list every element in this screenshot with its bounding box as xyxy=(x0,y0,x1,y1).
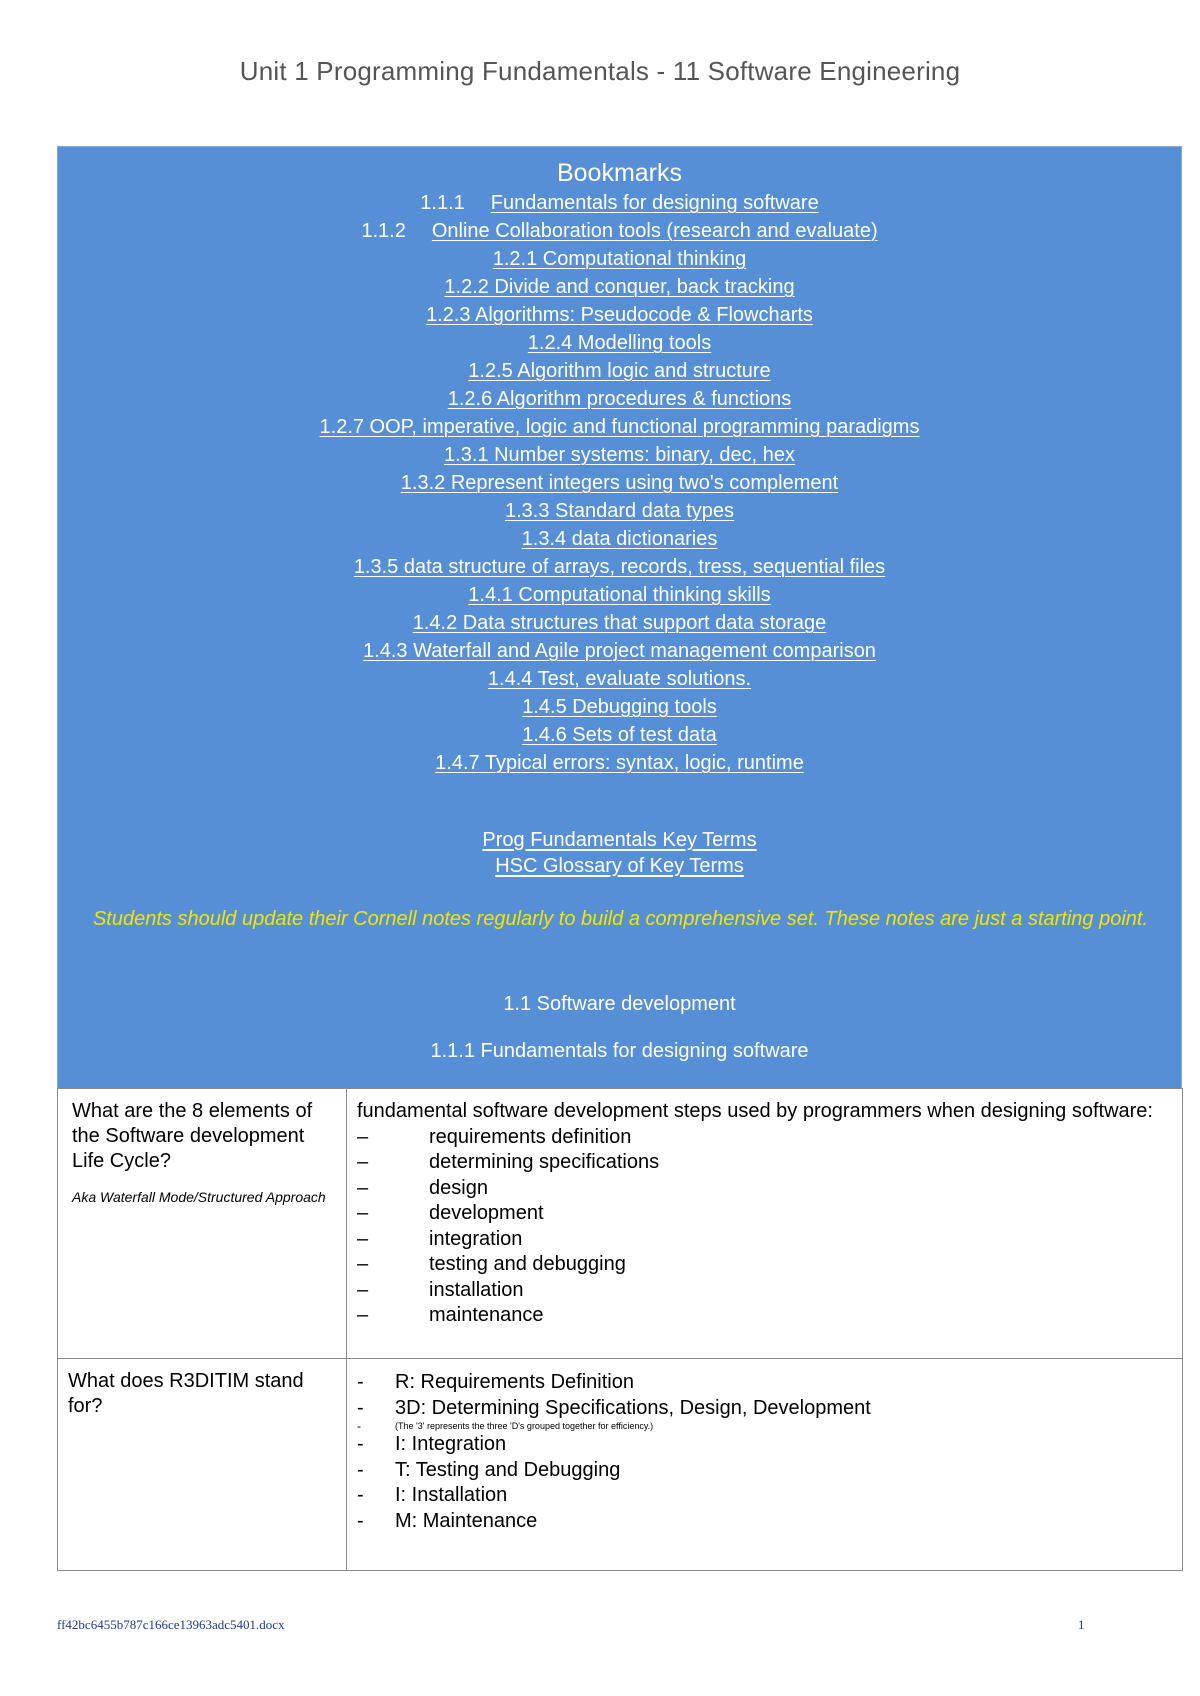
r3ditim-list xyxy=(357,1370,1172,1534)
list-item xyxy=(357,1432,1172,1458)
list-item xyxy=(357,1227,1172,1253)
list-item xyxy=(357,1125,1172,1151)
bookmark-item xyxy=(58,217,1181,245)
dash-bullet: – xyxy=(357,1278,369,1301)
prog-fundamentals-key-terms-link[interactable]: Prog Fundamentals Key Terms xyxy=(482,829,757,851)
step-text: requirements definition xyxy=(429,1125,632,1148)
small-note: (The '3' represents the three 'D's grouped together for efficiency.) xyxy=(395,1421,654,1431)
question-text: What does R3DITIM stand for? xyxy=(68,1370,304,1417)
acronym-text: I: Installation xyxy=(395,1484,508,1506)
dash-bullet: - xyxy=(357,1396,364,1419)
bookmark-number: 1.1.2 xyxy=(361,220,406,242)
bookmark-item xyxy=(58,693,1181,721)
dash-bullet: – xyxy=(357,1125,369,1148)
bookmark-number: 1.1.1 xyxy=(420,192,465,214)
list-item xyxy=(357,1370,1172,1396)
bookmark-link[interactable]: Online Collaboration tools (research and evaluate) xyxy=(431,220,878,242)
acronym-text: R: Requirements Definition xyxy=(395,1371,634,1393)
bookmark-link[interactable]: 1.2.1 Computational thinking xyxy=(492,248,747,270)
bookmarks-list xyxy=(58,189,1181,777)
cornell-notes-table xyxy=(57,1088,1183,1571)
step-text: design xyxy=(429,1176,488,1199)
bookmark-item xyxy=(58,413,1181,441)
bookmark-link[interactable]: 1.3.2 Represent integers using two's complement xyxy=(400,472,839,494)
bookmark-link[interactable]: 1.4.5 Debugging tools xyxy=(522,696,717,718)
step-text: development xyxy=(429,1202,544,1224)
small-note-row xyxy=(357,1421,1172,1432)
acronym-text: M: Maintenance xyxy=(395,1509,538,1532)
dash-bullet: - xyxy=(357,1458,364,1481)
bookmarks-panel xyxy=(57,146,1182,1089)
glossary-row xyxy=(58,855,1181,878)
acronym-text: T: Testing and Debugging xyxy=(395,1458,621,1481)
answer-cell xyxy=(347,1089,1183,1359)
list-item xyxy=(357,1509,1172,1535)
key-terms-row xyxy=(58,829,1181,852)
bookmark-link[interactable]: 1.4.6 Sets of test data xyxy=(522,724,717,746)
table-row xyxy=(58,1359,1183,1571)
question-cell xyxy=(58,1089,347,1359)
bookmark-link[interactable]: 1.4.7 Typical errors: syntax, logic, runtime xyxy=(435,752,804,774)
bookmark-link[interactable]: 1.4.1 Computational thinking skills xyxy=(468,584,771,606)
footer-filename: ff42bc6455b787c166ce13963adc5401.docx xyxy=(57,1617,285,1632)
question-cell xyxy=(58,1359,347,1571)
acronym-text: I: Integration xyxy=(395,1433,507,1455)
bookmark-item xyxy=(58,581,1181,609)
bookmark-link[interactable]: 1.2.3 Algorithms: Pseudocode & Flowcharts xyxy=(426,304,813,326)
bookmark-item xyxy=(58,301,1181,329)
aka-note: Aka Waterfall Mode/Structured Approach xyxy=(72,1189,326,1205)
bookmark-link[interactable]: 1.4.3 Waterfall and Agile project management comparison xyxy=(363,640,876,662)
bookmark-link[interactable]: Fundamentals for designing software xyxy=(490,192,819,214)
bookmark-item xyxy=(58,245,1181,273)
page-title: Unit 1 Programming Fundamentals - 11 Software Engineering xyxy=(239,56,961,86)
bookmark-item xyxy=(58,749,1181,777)
cornell-notes-reminder: Students should update their Cornell notes regularly to build a comprehensive set. These notes are just a starting point. xyxy=(92,908,1149,930)
bookmarks-heading: Bookmarks xyxy=(556,159,683,187)
bookmark-link[interactable]: 1.2.2 Divide and conquer, back tracking xyxy=(444,276,795,298)
dash-bullet: - xyxy=(357,1433,364,1455)
bookmark-item xyxy=(58,609,1181,637)
step-text: testing and debugging xyxy=(429,1253,626,1275)
list-item xyxy=(357,1201,1172,1227)
bookmark-link[interactable]: 1.2.6 Algorithm procedures & functions xyxy=(447,388,792,410)
dash-bullet: - xyxy=(357,1484,364,1506)
dash-bullet: – xyxy=(357,1202,369,1224)
dash-bullet: - xyxy=(357,1509,364,1532)
list-item xyxy=(357,1483,1172,1509)
acronym-text: 3D: Determining Specifications, Design, Development xyxy=(395,1396,871,1419)
hsc-glossary-link[interactable]: HSC Glossary of Key Terms xyxy=(495,855,744,877)
step-text: maintenance xyxy=(429,1304,544,1326)
subsection-heading: 1.1.1 Fundamentals for designing software xyxy=(430,1040,809,1062)
step-text: integration xyxy=(429,1227,523,1250)
list-item xyxy=(357,1176,1172,1202)
bookmark-item xyxy=(58,441,1181,469)
answer-intro: fundamental software development steps used by programmers when designing software: xyxy=(357,1100,1153,1122)
dash-bullet: – xyxy=(357,1304,369,1326)
bookmark-item xyxy=(58,553,1181,581)
bookmark-link[interactable]: 1.3.4 data dictionaries xyxy=(521,528,718,550)
dash-bullet: - xyxy=(357,1419,361,1433)
footer-page-number: 1 xyxy=(1078,1617,1085,1632)
bookmark-item xyxy=(58,273,1181,301)
bookmark-link[interactable]: 1.2.5 Algorithm logic and structure xyxy=(468,360,771,382)
bookmark-link[interactable]: 1.3.1 Number systems: binary, dec, hex xyxy=(444,444,795,466)
bookmark-item xyxy=(58,357,1181,385)
list-item xyxy=(357,1396,1172,1422)
list-item xyxy=(357,1278,1172,1304)
bookmark-item xyxy=(58,329,1181,357)
list-item xyxy=(357,1252,1172,1278)
sdlc-steps-list xyxy=(357,1125,1172,1329)
dash-bullet: – xyxy=(357,1253,369,1275)
question-text: What are the 8 elements of the Software development Life Cycle? xyxy=(72,1100,313,1172)
dash-bullet: – xyxy=(357,1176,369,1199)
bookmark-item xyxy=(58,665,1181,693)
answer-cell xyxy=(347,1359,1183,1571)
bookmark-link[interactable]: 1.3.5 data structure of arrays, records, tress, sequential files xyxy=(353,556,886,578)
step-text: installation xyxy=(429,1278,524,1301)
dash-bullet: – xyxy=(357,1227,369,1250)
bookmark-link[interactable]: 1.4.2 Data structures that support data storage xyxy=(412,612,827,634)
table-row xyxy=(58,1089,1183,1359)
bookmark-item xyxy=(58,637,1181,665)
bookmark-item xyxy=(58,497,1181,525)
dash-bullet: - xyxy=(357,1371,364,1393)
list-item xyxy=(357,1458,1172,1484)
bookmark-link[interactable]: 1.3.3 Standard data types xyxy=(504,500,735,522)
bookmark-item xyxy=(58,721,1181,749)
bookmark-item xyxy=(58,385,1181,413)
list-item xyxy=(357,1150,1172,1176)
step-text: determining specifications xyxy=(429,1151,660,1173)
bookmark-link[interactable]: 1.4.4 Test, evaluate solutions. xyxy=(487,668,752,690)
dash-bullet: – xyxy=(357,1151,369,1173)
bookmark-link[interactable]: 1.2.4 Modelling tools xyxy=(527,332,712,354)
section-heading: 1.1 Software development xyxy=(503,993,736,1015)
bookmark-item xyxy=(58,525,1181,553)
list-item xyxy=(357,1303,1172,1329)
bookmark-item xyxy=(58,469,1181,497)
bookmark-item xyxy=(58,189,1181,217)
bookmark-link[interactable]: 1.2.7 OOP, imperative, logic and functional programming paradigms xyxy=(319,416,920,438)
